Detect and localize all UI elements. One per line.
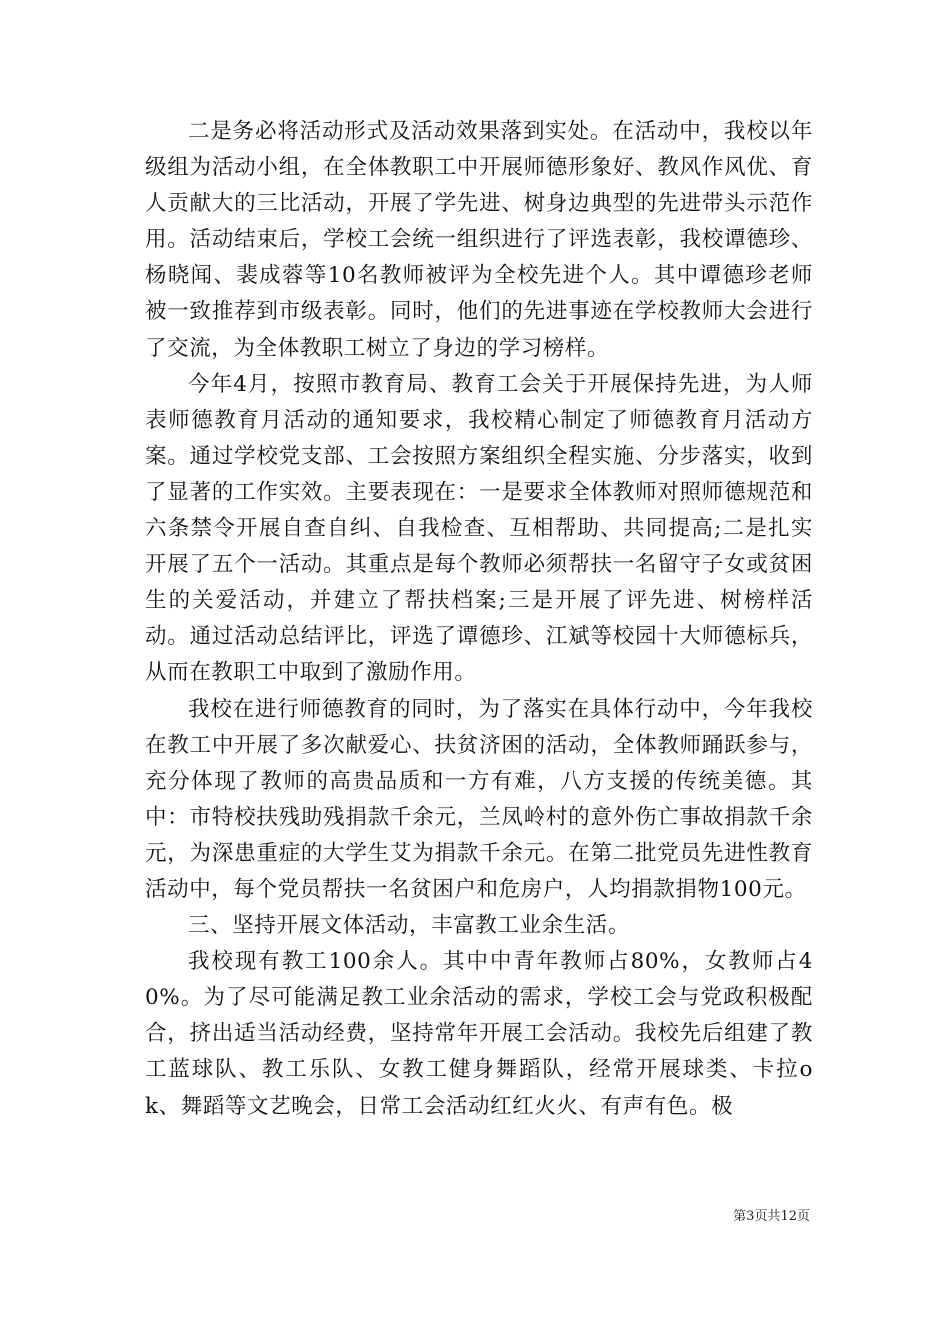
paragraph-charity: 我校在进行师德教育的同时，为了落实在具体行动中，今年我校在教工中开展了多次献爱心、扶贫济困的活动，全体教师踊跃参与，充分体现了教师的高贵品质和一方有难，八方支援的传统美德。其中：市特校扶残助残捐款千余元，兰凤岭村的意外伤亡事故捐款千余元，为深患重症的大学生艾为捐款千余元。在第二批党员先进性教育活动中，每个党员帮扶一名贫困户和危房户，人均捐款捐物100元。 [145,696,813,902]
paragraph-ethics-month: 今年4月，按照市教育局、教育工会关于开展保持先进，为人师表师德教育月活动的通知要求，我校精心制定了师德教育月活动方案。通过学校党支部、工会按照方案组织全程实施、分步落实，收到了显著的工作实效。主要表现在：一是要求全体教师对照师德规范和六条禁令开展自查自纠、自我检查、互相帮助、共同提高;二是扎实开展了五个一活动。其重点是每个教师必须帮扶一名留守子女或贫困生的关爱活动，并建立了帮扶档案;三是开展了评先进、树榜样活动。通过活动总结评比，评选了谭德珍、江斌等校园十大师德标兵，从而在教职工中取到了激励作用。 [145,371,813,686]
section-heading: 三、坚持开展文体活动，丰富教工业余生活。 [188,913,631,939]
page-number-footer: 第3页共12页 [733,1209,810,1224]
paragraph-staff-activities: 我校现有教工100余人。其中中青年教师占80%，女教师占40%。为了尽可能满足教工业余活动的需求，学校工会与党政积极配合，挤出适当活动经费，坚持常年开展工会活动。我校先后组建了教工蓝球队、教工乐队、女教工健身舞蹈队，经常开展球类、卡拉ok、舞蹈等文艺晚会，日常工会活动红红火火、有声有色。极 [145,949,813,1119]
page-body [145,114,813,1125]
paragraph-activity-implementation: 二是务必将活动形式及活动效果落到实处。在活动中，我校以年级组为活动小组，在全体教职工中开展师德形象好、教风作风优、育人贡献大的三比活动，开展了学先进、树身边典型的先进带头示范作用。活动结束后，学校工会统一组织进行了评选表彰，我校谭德珍、杨晓闻、裴成蓉等10名教师被评为全校先进个人。其中谭德珍老师被一致推荐到市级表彰。同时，他们的先进事迹在学校教师大会进行了交流，为全体教职工树立了身边的学习榜样。 [145,119,813,361]
